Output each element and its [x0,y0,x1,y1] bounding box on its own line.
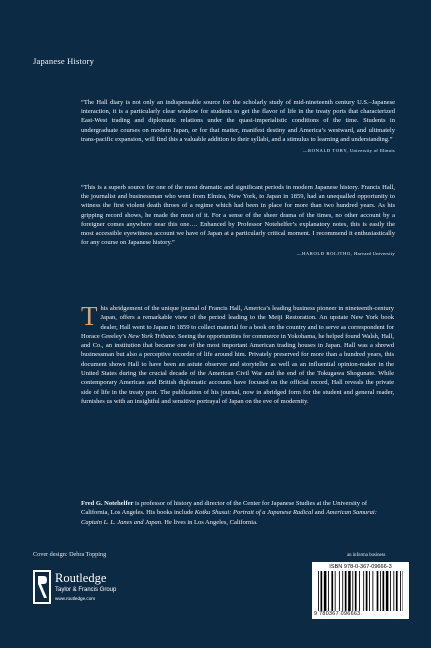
informa-tagline: an informa business [347,553,386,558]
bio-text-3: . He lives in Los Angeles, California. [161,518,258,526]
newspaper-title: New York Tribune [127,332,175,340]
book-description [81,301,395,406]
publisher-logo [33,570,183,616]
quote-2-attribution [81,249,395,258]
review-quote-1 [81,98,395,155]
barcode-digits: 9 780367 096663 [314,611,361,617]
drop-cap: T [81,301,98,331]
routledge-logo-icon [33,570,51,604]
bio-text-2: and [313,509,326,517]
book-title-2: American Samurai: Captain L. L. Janes and Japan [81,509,377,526]
author-name: Fred G. Notehelfer [81,500,134,507]
quote-2-text: “This is a superb source for one of the most dramatic and significant periods in modern Japanese history. Francis Hall, the journalist and businessman who went from Elmira, New York, to Japan in 1859, had an unequalled opportunity to witness the first violent death throes of a regime which had been in place for more than two hundred years. As his gripping record shows, he made the most of it. For a sense of the sheer drama of the times, no other account by a foreigner comes anywhere near this one…. Enhanced by Professor Notehelfer’s explanatory notes, this is easily the most accessible eyewitness account we have of Japan at a particularly critical moment. I recommend it enthusiastically for any course on Japanese history.” [81,184,395,247]
review-quote-2 [81,183,395,259]
quote-1-text: “The Hall diary is not only an indispensable source for the scholarly study of mid-nineteenth century U.S.–Japanese interaction, it is a particularly clear window for students to get the flavor of life in the treaty ports that characterized East-West trading and diplomatic relations under the quasi-imperialistic conditions of the time. Students in undergraduate courses on modern Japan, or for that matter, manifest destiny and America’s westward, and ultimately trans-pacific expansion, will find this a valuable addition to their syllabi, and a stimulus to learning and understanding.” [81,99,395,143]
quote-1-reviewer: —RONALD TOBY, [302,148,349,154]
quote-2-affiliation: Harvard University [354,251,395,257]
category-label: Japanese History [33,56,95,66]
quote-2-reviewer: —HAROLD BOLITHO, [296,251,353,257]
quote-1-attribution [81,146,395,155]
cover-design-credit: Cover design: Debra Topping [33,551,107,558]
description-part-2: . Seeing the opportunities for commerce in Yokohama, he helped found Walsh, Hall, and Co., an institution that became one of the most important American trading houses in Japan. Hall was a shrewd businessman but also a perceptive recorder of life around him. Privately preserved for more than a hundred years, this document shows Hall to have been an astute observer and storyteller as well as an influential opinion-maker in the United States during the crucial decade of the American Civil War and the end of the Tokugawa Shogunate. While contemporary American and British diplomatic accounts have focused on the official record, Hall reveals the private side of life in the treaty port. The publication of his journal, now in abridged form for the student and general reader, furnishes us with an insightful and sensitive portrayal of Japan on the eve of modernity. [81,332,395,405]
publisher-url: www.routledge.com [55,596,96,601]
description-part-1: his abridgement of the unique journal of Francis Hall, America’s leading business pioneer in nineteenth-century Japan, offers a remarkable view of the period leading to the Meiji Restoration. An upstate New York book dealer, Hall went to Japan in 1859 to collect material for a book on the country and to serve as correspondent for Horace Greeley’s [81,305,394,340]
isbn-barcode [312,562,409,619]
quote-1-affiliation: University of Illinois [349,148,395,154]
publisher-name: Routledge [55,571,107,585]
barcode-bars [318,571,403,611]
publisher-group: Taylor & Francis Group [55,587,117,593]
isbn-number: ISBN 978-0-367-09666-3 [329,564,392,570]
author-bio [81,499,394,527]
bio-text-1: is professor of history and director of the Center for Japanese Studies at the University of California, Los Angeles. His books include [81,500,367,517]
book-title-1: Kotku Shusui: Portrait of a Japanese Radical [194,509,314,517]
